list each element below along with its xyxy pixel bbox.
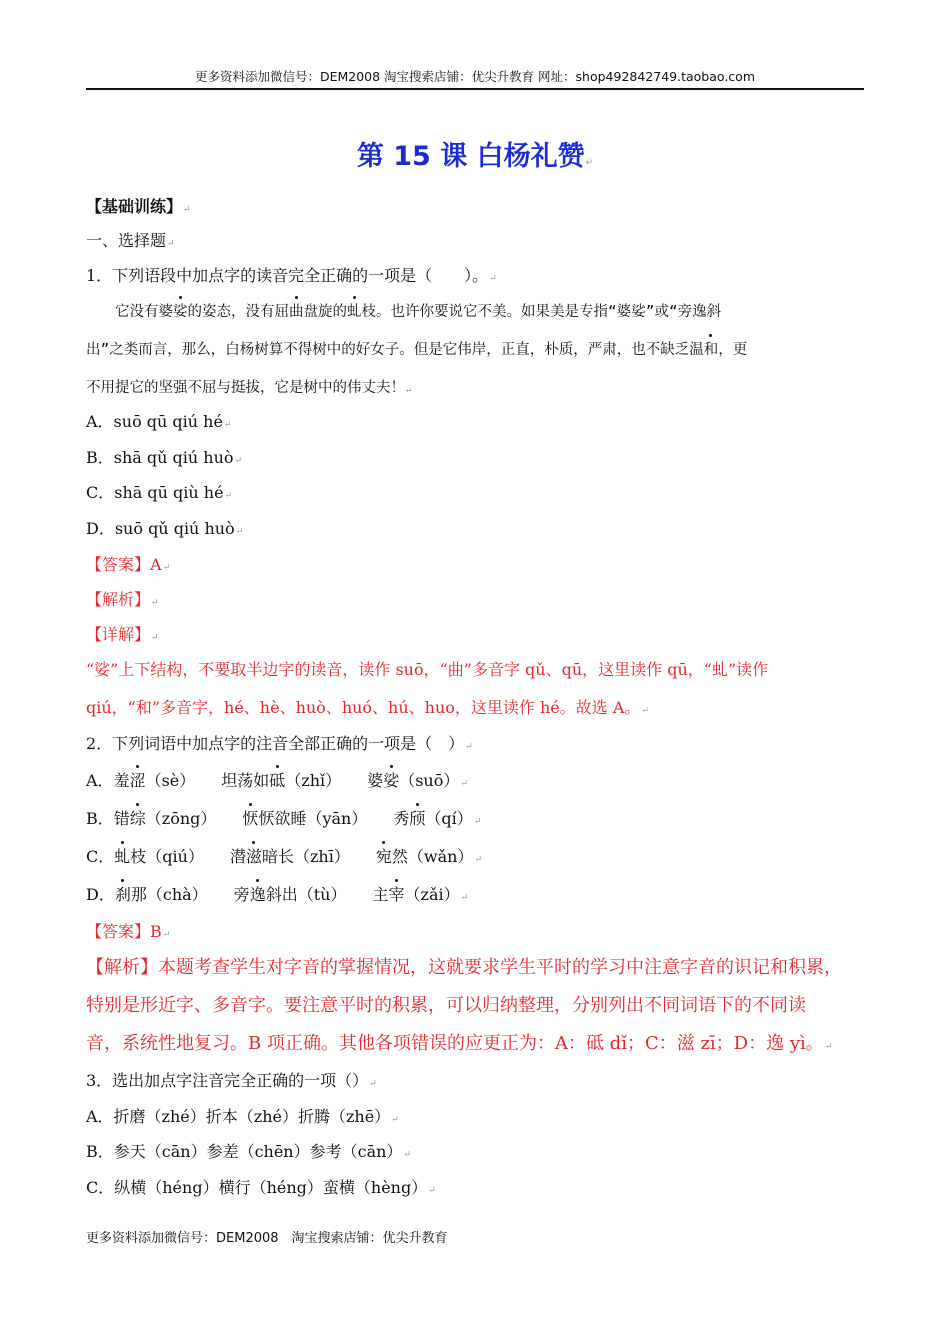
q1-option-a: A．suō qū qiú hé↵	[86, 412, 232, 431]
q3-option-b: B．参天（cān）参差（chēn）参考（cān）↵	[86, 1142, 411, 1161]
q2-explain-line-2: 特别是形近字、多音字。要注意平时的积累，可以归纳整理，分别列出不同词语下的不同读	[86, 995, 806, 1016]
q1-stem: 1．下列语段中加点字的读音完全正确的一项是（ ）。↵	[86, 266, 497, 285]
q1-explain-line-2: qiú，“和”多音字，hé、hè、huò、huó、hú、huo，这里读作 hé。故选 A。↵	[86, 698, 649, 717]
q1-analysis-label: 【解析】↵	[86, 590, 159, 609]
q1-detail-label: 【详解】↵	[86, 625, 159, 644]
q1-option-c: C．shā qū qiù hé↵	[86, 483, 233, 502]
q2-option-c: C．虬枝（qiú） 潜滋暗长（zhī） 宛然（wǎn）↵	[86, 847, 482, 866]
q3-stem: 3．选出加点字注音完全正确的一项（）↵	[86, 1071, 377, 1090]
part-heading: 一、选择题↵	[86, 231, 175, 250]
q1-option-d: D．suō qǔ qiú huò↵	[86, 519, 244, 538]
page-footer: 更多资料添加微信号：DEM2008 淘宝搜索店铺：优尖升教育	[86, 1231, 448, 1246]
q2-option-b: B．错综（zōng） 恹恹欲睡（yān） 秀颀（qí）↵	[86, 809, 482, 828]
q2-explain-line-1: 【解析】本题考查学生对字音的掌握情况，这就要求学生平时的学习中注意字音的识记和积累，	[86, 957, 842, 978]
q1-passage-line-1: 它没有婆娑的姿态，没有屈曲盘旋的虬枝。也许你要说它不美。如果美是专指“婆娑”或“旁逸斜	[86, 301, 721, 323]
q1-option-b: B．shā qǔ qiú huò↵	[86, 448, 243, 467]
q1-passage-line-3: 不用提它的坚强不屈与挺拔，它是树中的伟丈夫！↵	[86, 380, 412, 396]
q1-answer: 【答案】A↵	[86, 555, 171, 574]
q2-option-a: A．羞涩（sè） 坦荡如砥（zhǐ） 婆娑（suō）↵	[86, 771, 468, 790]
q3-option-c: C．纵横（héng）横行（héng）蛮横（hèng）↵	[86, 1178, 436, 1197]
page-header: 更多资料添加微信号：DEM2008 淘宝搜索店铺：优尖升教育 网址：shop492842749.taobao.com	[86, 68, 864, 90]
section-heading: 【基础训练】↵	[86, 197, 191, 216]
q3-option-a: A．折磨（zhé）折本（zhé）折腾（zhē）↵	[86, 1107, 399, 1126]
q1-explain-line-1: “娑”上下结构，不要取半边字的读音，读作 suō，“曲”多音字 qǔ、qū，这里读作 qū，“虬”读作	[86, 660, 769, 679]
q2-stem: 2．下列词语中加点字的注音全部正确的一项是（ ）↵	[86, 734, 473, 753]
q2-explain-line-3: 音，系统性地复习。B 项正确。其他各项错误的应更正为：A：砥 dǐ；C：滋 zī；D：逸 yì。↵	[86, 1033, 833, 1054]
q2-option-d: D．刹那（chà） 旁逸斜出（tù） 主宰（zǎi）↵	[86, 885, 469, 904]
page-title: 第 15 课 白杨礼赞↵	[356, 141, 594, 172]
q2-answer: 【答案】B↵	[86, 922, 171, 941]
q1-passage-line-2: 出”之类而言，那么，白杨树算不得树中的好女子。但是它伟岸，正直，朴质，严肃，也不缺乏温和，更	[86, 339, 747, 361]
